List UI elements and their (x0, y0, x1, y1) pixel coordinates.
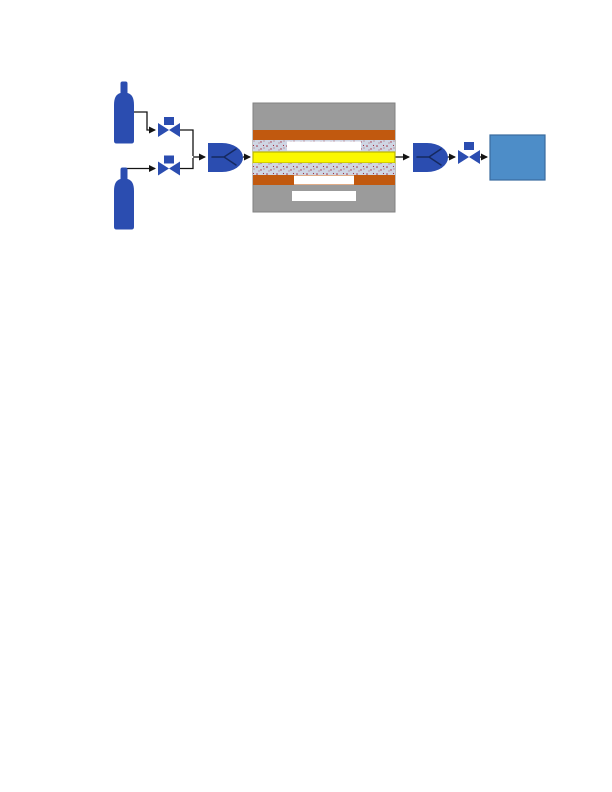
pure-he-cylinder-icon (114, 168, 134, 230)
pipe-valve2-to-junction (180, 158, 193, 169)
feed-gas-cylinder-icon (114, 82, 134, 144)
valve1-icon (158, 117, 180, 137)
fused-silica-top-layer (253, 130, 395, 140)
valve2-icon (158, 156, 180, 176)
adsorbent-bottom-layer (253, 163, 395, 175)
sink-node (490, 135, 545, 180)
microchannel-block (253, 103, 395, 212)
inlet-header-icon (208, 143, 243, 172)
pipe-valve1-to-junction (180, 130, 193, 156)
pipe-feed-to-valve1 (133, 112, 155, 130)
outlet-header-icon (413, 143, 448, 172)
microchannel-layer (253, 152, 395, 163)
fused-silica-chip (294, 176, 354, 185)
adsorbent-layer-chip (287, 142, 361, 151)
insulation-chip (292, 191, 356, 201)
outlet-valve-icon (458, 142, 480, 164)
figure-4-5 (85, 60, 585, 245)
lab-architecture-diagram (85, 60, 585, 245)
